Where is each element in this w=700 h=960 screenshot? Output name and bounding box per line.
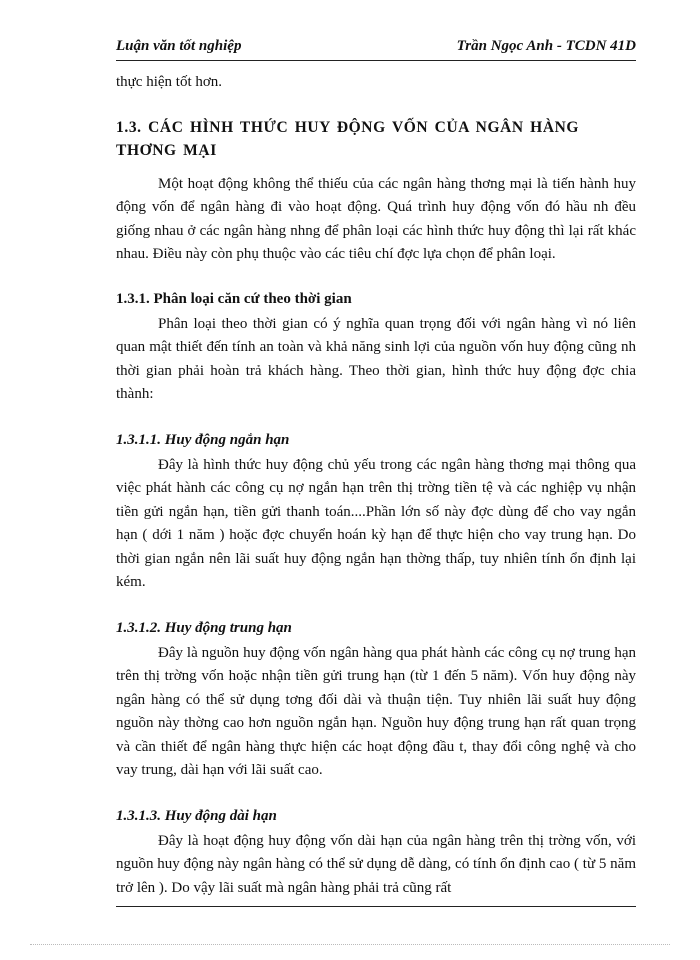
section-1-3-1-1-paragraph: Đây là hình thức huy động chủ yếu trong các ngân hàng thơng mại thông qua việc phát hành các công cụ nợ ngắn hạn trên thị trờng tiền tệ và các nghiệp vụ nhận tiền gửi ngắn hạn, tiền gửi thanh toán....Phần lớn số này đợc dùng để cho vay ngắn hạn ( dới 1 năm ) hoặc đợc chuyển hoán kỳ hạn để thực hiện cho vay trung hạn. Do thời gian ngắn nên lãi suất huy động ngắn hạn thờng thấp, tuy nhiên tính ổn định lại kém. xyxy=(116,456,636,590)
header-thesis-label: Luận văn tốt nghiệp xyxy=(116,38,242,54)
header-author: Trần Ngọc Anh - TCDN 41D xyxy=(456,38,636,54)
footer-rule xyxy=(116,906,636,907)
section-1-3-1-2-paragraph: Đây là nguồn huy động vốn ngân hàng qua phát hành các công cụ nợ trung hạn trên thị trờng vốn hoặc nhận tiền gửi trung hạn (từ 1 đến 5 năm). Vốn huy động này ngân hàng có thể sử dụng tơng đối dài và thuận tiện. Tuy nhiên lãi suất huy động nguồn này thờng cao hơn nguồn ngắn hạn. Nguồn huy động trung hạn rất quan trọng và cần thiết để ngân hàng thực hiện các hoạt động đầu t, thay đổi công nghệ và cho vay trung, dài hạn với lãi suất cao. xyxy=(116,644,636,778)
section-1-3-1-2-heading: 1.3.1.2. Huy động trung hạn xyxy=(116,619,292,636)
page-body xyxy=(116,71,636,900)
intro-line: thực hiện tốt hơn. xyxy=(116,74,223,90)
page-header xyxy=(116,38,636,61)
section-1-3-heading: 1.3. CÁC HÌNH THỨC HUY ĐỘNG VỐN CỦA NGÂN HÀNG THƠNG MẠI xyxy=(116,118,580,159)
section-1-3-1-paragraph: Phân loại theo thời gian có ý nghĩa quan trọng đối với ngân hàng vì nó liên quan mật thiết đến tính an toàn và khả năng sinh lợi của nguồn vốn huy động cũng nh thời gian phải hoàn trả khách hàng. Theo thời gian, hình thức huy động đợc chia thành: xyxy=(116,315,636,402)
section-1-3-1-3-heading: 1.3.1.3. Huy động dài hạn xyxy=(116,807,277,824)
section-1-3-1-1-heading: 1.3.1.1. Huy động ngắn hạn xyxy=(116,431,290,448)
section-1-3-1-3-paragraph: Đây là hoạt động huy động vốn dài hạn của ngân hàng trên thị trờng vốn, với nguồn huy động này ngân hàng có thể sử dụng dễ dàng, có tính ổn định cao ( từ 5 năm trở lên ). Do vậy lãi suất mà ngân hàng phải trả cũng rất xyxy=(116,832,636,896)
section-1-3-1-heading: 1.3.1. Phân loại căn cứ theo thời gian xyxy=(116,290,352,307)
section-1-3-paragraph: Một hoạt động không thể thiếu của các ngân hàng thơng mại là tiến hành huy động vốn để ngân hàng đi vào hoạt động. Quá trình huy động vốn đó hầu nh đều giống nhau ở các ngân hàng nhng để phân loại các hình thức huy động thì lại rất khác nhau. Điều này còn phụ thuộc vào các tiêu chí đợc lựa chọn để phân loại. xyxy=(116,175,636,262)
page-edge-divider xyxy=(30,944,670,945)
